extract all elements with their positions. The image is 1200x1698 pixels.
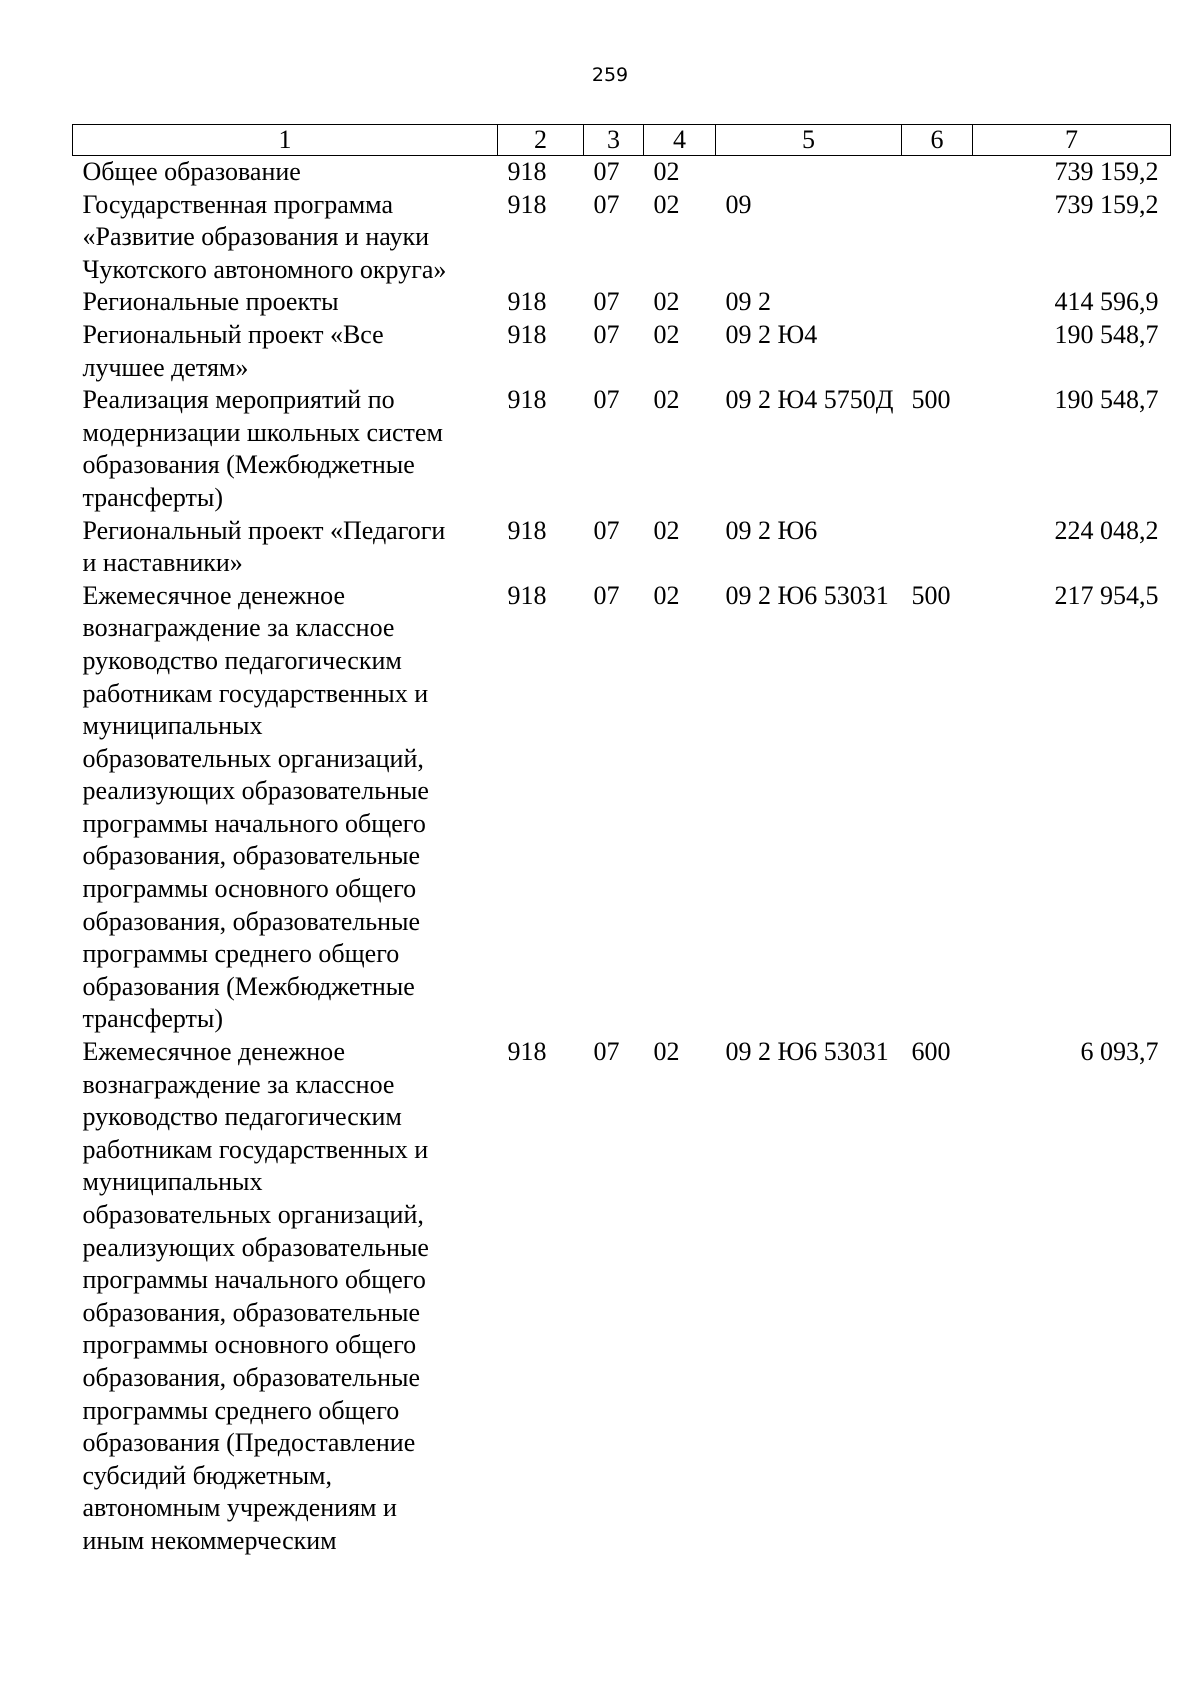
item-name-line: программы среднего общего xyxy=(82,939,400,969)
section-code-cell: 07 xyxy=(593,1037,620,1067)
item-name-line: образования, образовательные xyxy=(82,906,420,936)
grbs-code-cell: 918 xyxy=(507,287,547,317)
item-name-cell xyxy=(73,384,498,514)
item-name-line: муниципальных xyxy=(82,711,263,741)
item-name-line: трансферты) xyxy=(82,1004,224,1034)
item-name-line: образования, образовательные xyxy=(82,1297,420,1327)
target-article-cell: 09 2 xyxy=(725,287,771,317)
item-name-line: образования, образовательные xyxy=(82,1362,420,1392)
column-header-6: 6 xyxy=(902,125,973,156)
table-row xyxy=(73,189,1171,287)
column-header-5: 5 xyxy=(716,125,902,156)
column-header-3: 3 xyxy=(584,125,644,156)
table-row xyxy=(73,384,1171,514)
amount-cell: 190 548,7 xyxy=(1054,385,1159,415)
grbs-code-cell: 918 xyxy=(507,580,547,610)
item-name-line: вознаграждение за классное xyxy=(82,1069,395,1099)
item-name-line: Региональные проекты xyxy=(82,287,339,317)
table-row xyxy=(73,156,1171,189)
amount-cell: 414 596,9 xyxy=(1054,287,1159,317)
table-header-row xyxy=(73,125,1171,156)
section-code-cell: 07 xyxy=(593,287,620,317)
item-name-line: автономным учреждениям и xyxy=(82,1493,397,1523)
item-name-cell xyxy=(73,319,498,384)
subsection-code-cell: 02 xyxy=(653,287,680,317)
item-name-line: вознаграждение за классное xyxy=(82,613,395,643)
item-name-line: Региональный проект «Все xyxy=(82,319,384,349)
item-name-line: образовательных организаций, xyxy=(82,1200,424,1229)
subsection-code-cell: 02 xyxy=(653,189,680,219)
section-code-cell: 07 xyxy=(593,189,620,219)
grbs-code-cell: 918 xyxy=(507,385,547,415)
item-name-line: образования (Межбюджетные xyxy=(82,971,415,1001)
subsection-code-cell: 02 xyxy=(653,1037,680,1067)
table-body xyxy=(73,156,1171,1558)
expense-type-cell xyxy=(902,515,973,580)
grbs-code-cell: 918 xyxy=(507,157,547,186)
item-name-line: трансферты) xyxy=(82,482,224,512)
grbs-code-cell: 918 xyxy=(507,515,547,545)
amount-cell: 224 048,2 xyxy=(1054,515,1159,545)
expense-type-cell xyxy=(902,286,973,319)
item-name-line: образования (Межбюджетные xyxy=(82,450,415,480)
item-name-line: Государственная программа xyxy=(82,189,394,219)
item-name-line: Ежемесячное денежное xyxy=(82,580,345,610)
item-name-cell xyxy=(73,1036,498,1558)
item-name-line: программы основного общего xyxy=(82,874,417,904)
item-name-line: программы начального общего xyxy=(82,808,426,838)
item-name-line: работникам государственных и xyxy=(82,678,429,708)
section-code-cell: 07 xyxy=(593,580,620,610)
item-name-line: программы среднего общего xyxy=(82,1395,400,1425)
table-row xyxy=(73,286,1171,319)
item-name-line: и наставники» xyxy=(82,548,243,578)
item-name-line: иным некоммерческим xyxy=(82,1525,337,1555)
subsection-code-cell: 02 xyxy=(653,157,680,186)
target-article-cell: 09 2 Ю6 53031 xyxy=(725,580,889,610)
table-row xyxy=(73,580,1171,1036)
page-number: 259 xyxy=(591,64,629,86)
amount-cell: 739 159,2 xyxy=(1054,189,1159,219)
target-article-cell: 09 2 Ю6 53031 xyxy=(725,1037,889,1067)
target-article-cell: 09 2 Ю4 xyxy=(725,319,818,349)
amount-cell: 190 548,7 xyxy=(1054,319,1159,349)
item-name-cell xyxy=(73,286,498,319)
column-header-1: 1 xyxy=(73,125,498,156)
item-name-line: образования, образовательные xyxy=(82,841,420,871)
amount-cell: 217 954,5 xyxy=(1054,580,1159,610)
item-name-cell xyxy=(73,515,498,580)
item-name-line: Реализация мероприятий по xyxy=(82,385,395,415)
target-article-cell: 09 2 Ю6 xyxy=(725,515,818,545)
grbs-code-cell: 918 xyxy=(507,319,547,349)
table-row xyxy=(73,515,1171,580)
expense-type-cell: 500 xyxy=(911,385,951,415)
section-code-cell: 07 xyxy=(593,157,620,186)
subsection-code-cell: 02 xyxy=(653,385,680,415)
subsection-code-cell: 02 xyxy=(653,580,680,610)
item-name-line: реализующих образовательные xyxy=(82,1232,429,1262)
target-article-cell: 09 xyxy=(725,189,752,219)
column-header-2: 2 xyxy=(498,125,584,156)
expense-type-cell: 600 xyxy=(911,1037,951,1067)
grbs-code-cell: 918 xyxy=(507,1037,547,1067)
item-name-line: программы основного общего xyxy=(82,1330,417,1360)
item-name-cell xyxy=(73,156,498,189)
item-name-line: муниципальных xyxy=(82,1167,263,1197)
item-name-line: работникам государственных и xyxy=(82,1134,429,1164)
subsection-code-cell: 02 xyxy=(653,319,680,349)
expense-type-cell xyxy=(902,189,973,287)
item-name-line: лучшее детям» xyxy=(82,352,249,382)
subsection-code-cell: 02 xyxy=(653,515,680,545)
item-name-line: образовательных организаций, xyxy=(82,743,424,773)
item-name-cell xyxy=(73,189,498,287)
table-row xyxy=(73,1036,1171,1558)
item-name-cell xyxy=(73,580,498,1036)
item-name-line: Региональный проект «Педагоги xyxy=(82,515,446,545)
item-name-line: руководство педагогическим xyxy=(82,645,402,675)
item-name-line: Ежемесячное денежное xyxy=(82,1037,345,1067)
expense-type-cell xyxy=(902,319,973,384)
table-row xyxy=(73,319,1171,384)
expense-type-cell xyxy=(902,156,973,189)
item-name-line: модернизации школьных систем xyxy=(82,417,443,447)
item-name-line: Чукотского автономного округа» xyxy=(82,254,447,284)
section-code-cell: 07 xyxy=(593,515,620,545)
item-name-line: реализующих образовательные xyxy=(82,776,429,806)
item-name-line: «Развитие образования и науки xyxy=(82,222,430,252)
section-code-cell: 07 xyxy=(593,319,620,349)
column-header-7: 7 xyxy=(973,125,1171,156)
expense-type-cell: 500 xyxy=(911,580,951,610)
amount-cell: 739 159,2 xyxy=(1054,157,1159,186)
grbs-code-cell: 918 xyxy=(507,189,547,219)
item-name-line: программы начального общего xyxy=(82,1265,426,1295)
item-name-line: руководство педагогическим xyxy=(82,1102,402,1132)
item-name-line: Общее образование xyxy=(82,157,301,186)
item-name-line: образования (Предоставление xyxy=(82,1428,416,1458)
section-code-cell: 07 xyxy=(593,385,620,415)
target-article-cell xyxy=(716,156,902,189)
amount-cell: 6 093,7 xyxy=(1080,1037,1159,1067)
item-name-line: субсидий бюджетным, xyxy=(82,1460,333,1490)
target-article-cell: 09 2 Ю4 5750Д xyxy=(725,385,894,415)
budget-table xyxy=(72,124,1171,1558)
column-header-4: 4 xyxy=(644,125,716,156)
